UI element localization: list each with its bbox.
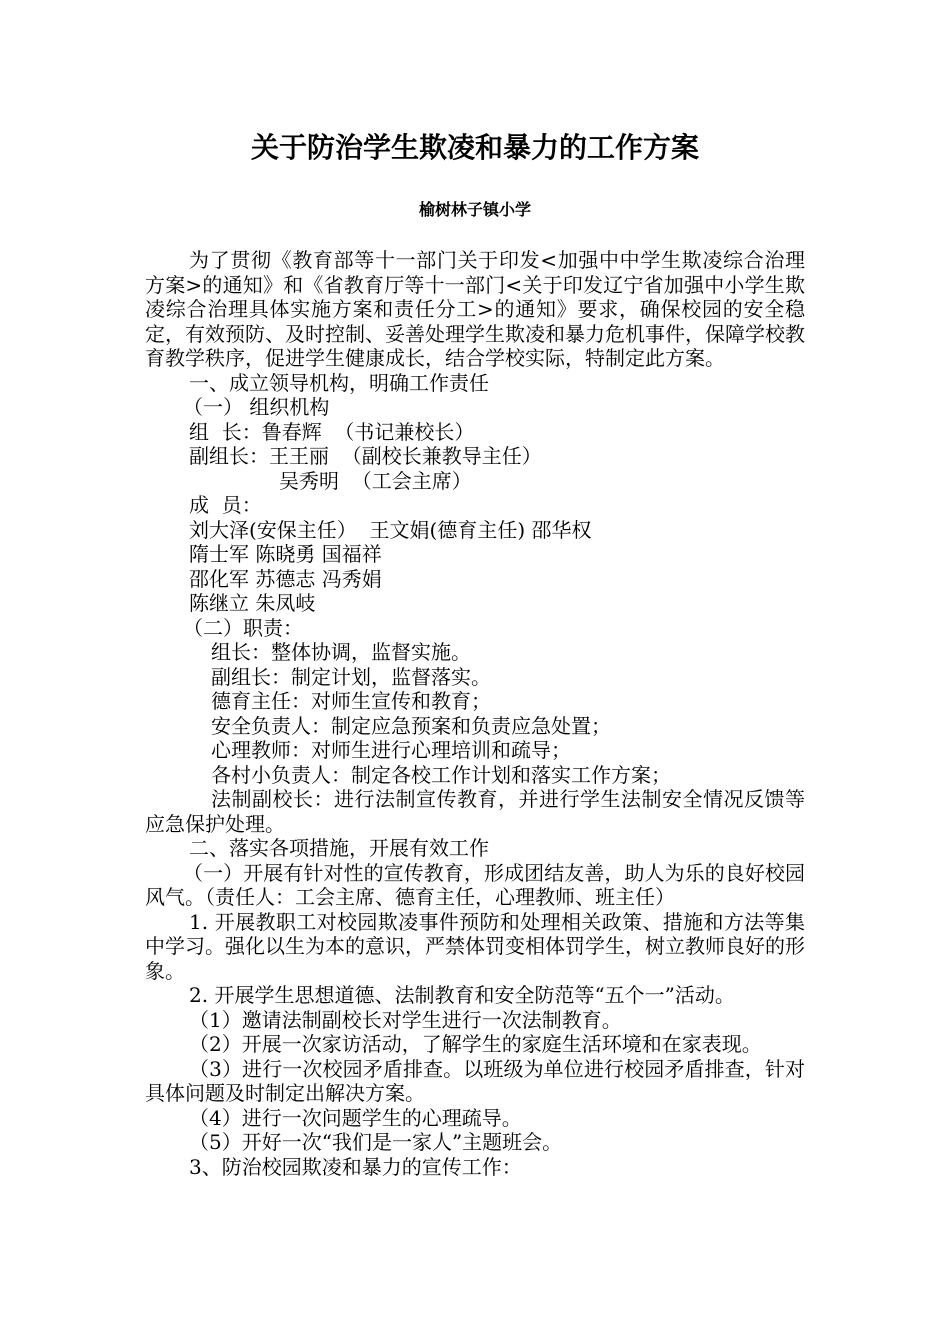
members-line: 隋士军 陈晓勇 国福祥	[189, 542, 382, 566]
members-line: 刘大泽(安保主任） 王文娟(德育主任) 邵华权	[189, 517, 592, 542]
duty-item: 组长：整体协调，监督实施。	[211, 640, 471, 664]
leader-line: 组 长：鲁春辉 （书记兼校长）	[189, 419, 475, 444]
duty-item: 副组长：制定计划，监督落实。	[211, 664, 491, 689]
members-line: 邵化军 苏德志 冯秀娟	[189, 566, 382, 591]
duty-item: 心理教师：对师生进行心理培训和疏导；	[211, 738, 571, 762]
duty-item: 法制副校长：进行法制宣传教育，并进行学生法制安全情况反馈等应急保护处理。	[145, 787, 805, 836]
duty-item: 各村小负责人：制定各校工作计划和落实工作方案；	[211, 762, 671, 787]
paragraph-intro: 为了贯彻《教育部等十一部门关于印发<加强中中学生欺凌综合治理方案>的通知》和《省教育厅等十一部门<关于印发辽宁省加强中小学生欺凌综合治理具体实施方案和责任分工>的通知》要求，确保校园的安全稳定，有效预防、及时控制、妥善处理学生欺凌和暴力危机事件，保障学校教育教学秩序，促进学生健康成长，结合学校实际，特制定此方案。	[145, 248, 805, 370]
section-heading-2: 二、落实各项措施，开展有效工作	[189, 836, 489, 860]
document-body	[145, 248, 805, 1179]
members-label: 成 员：	[189, 493, 262, 517]
members-line: 陈继立 朱凤岐	[189, 591, 316, 615]
activity-item: （2）开展一次家访活动，了解学生的家庭生活环境和在家表现。	[189, 1032, 762, 1056]
activity-item: （4）进行一次问题学生的心理疏导。	[189, 1105, 522, 1130]
activity-item: （5）开好一次“我们是一家人”主题班会。	[189, 1130, 563, 1154]
paragraph-measure-item: 3、防治校园欺凌和暴力的宣传工作：	[189, 1154, 522, 1179]
activity-item: （1）邀请法制副校长对学生进行一次法制教育。	[189, 1007, 622, 1032]
duty-item: 安全负责人：制定应急预案和负责应急处置；	[211, 713, 611, 738]
paragraph-measure-1: （一）开展有针对性的宣传教育，形成团结友善，助人为乐的良好校园风气。（责任人：工会主席、德育主任，心理教师、班主任）	[145, 860, 805, 909]
deputy-leader-line: 副组长：王王丽 （副校长兼教导主任）	[189, 444, 542, 468]
document-author: 榆树林子镇小学	[418, 200, 531, 219]
duty-item: 德育主任：对师生宣传和教育；	[211, 689, 491, 713]
subsection-heading-organization: （一） 组织机构	[183, 395, 330, 419]
section-heading-1: 一、成立领导机构，明确工作责任	[189, 370, 489, 395]
activity-item: （3）进行一次校园矛盾排查。以班级为单位进行校园矛盾排查，针对具体问题及时制定出解决方案。	[145, 1056, 805, 1105]
paragraph-measure-item: 2. 开展学生思想道德、法制教育和安全防范等“五个一”活动。	[189, 983, 735, 1007]
paragraph-measure-item: 1. 开展教职工对校园欺凌事件预防和处理相关政策、措施和方法等集中学习。强化以生为本的意识，严禁体罚变相体罚学生，树立教师良好的形象。	[145, 909, 805, 983]
subsection-heading-duties: （二）职责：	[183, 615, 303, 640]
document-title: 关于防治学生欺凌和暴力的工作方案	[250, 131, 699, 164]
deputy-leader-line-2: 吴秀明 （工会主席）	[279, 468, 472, 493]
